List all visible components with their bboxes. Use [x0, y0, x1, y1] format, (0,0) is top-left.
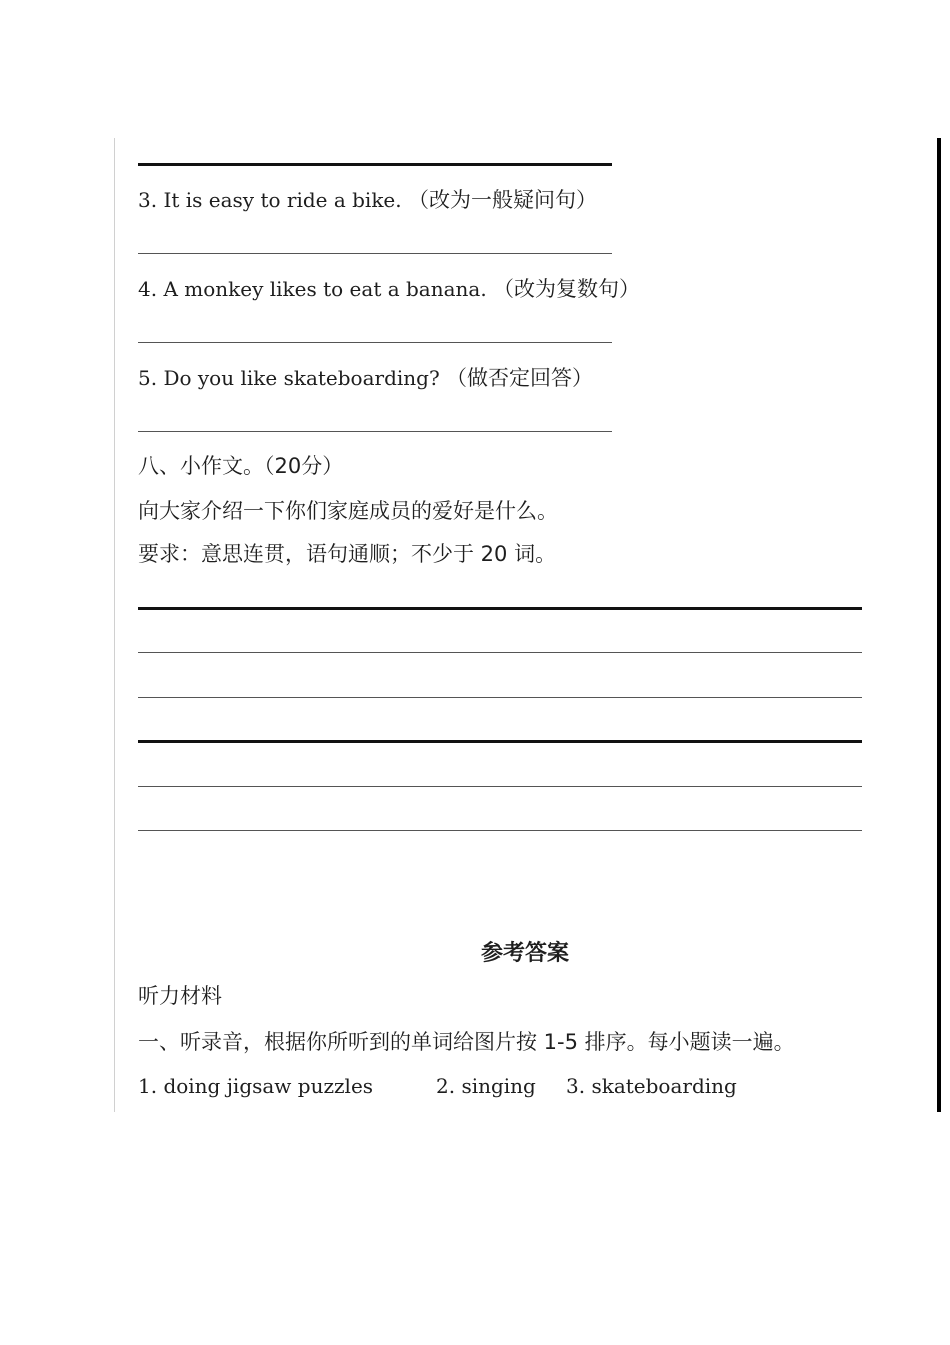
- answer-line-5[interactable]: [138, 431, 612, 432]
- question-4-sentence: A monkey likes to eat a banana.: [163, 277, 487, 301]
- writing-line-1[interactable]: [138, 607, 862, 610]
- composition-prompt: 向大家介绍一下你们家庭成员的爱好是什么。: [138, 499, 558, 523]
- question-5-instruction: （做否定回答）: [446, 366, 594, 390]
- question-3-instruction: （改为一般疑问句）: [408, 188, 597, 212]
- writing-line-4[interactable]: [138, 740, 862, 743]
- writing-line-5[interactable]: [138, 786, 862, 787]
- answers-section-one: 一、听录音，根据你所听到的单词给图片按 1-5 排序。每小题读一遍。: [138, 1030, 795, 1054]
- writing-line-6[interactable]: [138, 830, 862, 831]
- question-4-number: 4.: [138, 277, 158, 301]
- answer-item-1: 1. doing jigsaw puzzles: [138, 1074, 374, 1098]
- question-5: [138, 366, 593, 390]
- answer-line-3[interactable]: [138, 253, 612, 254]
- question-5-sentence: Do you like skateboarding?: [163, 366, 440, 390]
- writing-line-2[interactable]: [138, 652, 862, 653]
- writing-line-3[interactable]: [138, 697, 862, 698]
- question-3: [138, 188, 597, 212]
- answer-item-3: 3. skateboarding: [566, 1074, 737, 1098]
- question-3-sentence: It is easy to ride a bike.: [163, 188, 402, 212]
- question-4-instruction: （改为复数句）: [493, 277, 641, 301]
- question-5-number: 5.: [138, 366, 158, 390]
- answer-item-2: 2. singing: [436, 1074, 536, 1098]
- question-3-number: 3.: [138, 188, 158, 212]
- answers-title: 参考答案: [480, 941, 569, 966]
- question-4: [138, 277, 640, 301]
- listening-label: 听力材料: [138, 984, 222, 1008]
- answer-line-4[interactable]: [138, 342, 612, 343]
- answer-line-2[interactable]: [138, 163, 612, 166]
- composition-requirement: 要求：意思连贯，语句通顺；不少于 20 词。: [138, 542, 557, 566]
- composition-heading: 八、小作文。（20分）: [138, 454, 344, 478]
